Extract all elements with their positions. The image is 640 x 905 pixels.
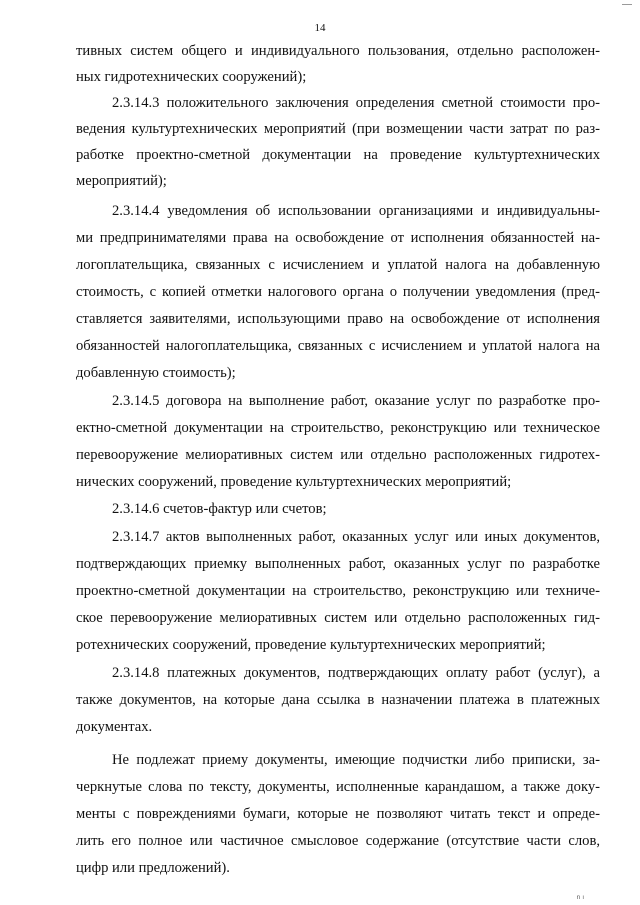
text-line: тивных систем общего и индивидуального пользования, отдельно расположен- bbox=[76, 43, 600, 59]
text-line: нических сооружений, проведение культуртехнических мероприятий; bbox=[76, 474, 512, 490]
text-line: мероприятий); bbox=[76, 173, 167, 189]
paragraph-first-line: 2.3.14.3 положительного заключения определения сметной стоимости про- bbox=[112, 95, 600, 111]
paragraph-first-line: Не подлежат приему документы, имеющие подчистки либо приписки, за- bbox=[112, 752, 600, 768]
text-line: логоплательщика, связанных с исчислением и уплатой налога на добавленную bbox=[76, 257, 600, 273]
paragraph-first-line: 2.3.14.7 актов выполненных работ, оказанных услуг или иных документов, bbox=[112, 529, 600, 545]
scan-footer-mark: n ı bbox=[576, 894, 584, 901]
text-line: ставляется заявителями, использующими право на освобождение от исполнения bbox=[76, 311, 600, 327]
text-line: цифр или предложений). bbox=[76, 860, 230, 876]
text-line: документах. bbox=[76, 719, 153, 735]
text-line: работке проектно-сметной документации на проведение культуртехнических bbox=[76, 147, 600, 163]
text-line: менты с повреждениями бумаги, которые не позволяют читать текст и опреде- bbox=[76, 806, 600, 822]
text-line: обязанностей налогоплательщика, связанных с исчислением и уплатой налога на bbox=[76, 338, 600, 354]
text-line: ми предпринимателями права на освобождение от исполнения обязанностей на- bbox=[76, 230, 600, 246]
text-line: стоимость, с копией отметки налогового органа о получении уведомления (пред- bbox=[76, 284, 600, 300]
text-line: ское перевооружение мелиоративных систем или отдельно расположенных гид- bbox=[76, 610, 600, 626]
text-line: проектно-сметной документации на строительство, реконструкцию или техниче- bbox=[76, 583, 600, 599]
text-line: ротехнических сооружений, проведение культуртехнических мероприятий; bbox=[76, 637, 546, 653]
paragraph-first-line: 2.3.14.4 уведомления об использовании организациями и индивидуальны- bbox=[112, 203, 600, 219]
text-line: также документов, на которые дана ссылка в назначении платежа в платежных bbox=[76, 692, 600, 708]
paragraph-first-line: 2.3.14.5 договора на выполнение работ, оказание услуг по разработке про- bbox=[112, 393, 600, 409]
text-line: перевооружение мелиоративных систем или отдельно расположенных гидротех- bbox=[76, 447, 600, 463]
text-line: добавленную стоимость); bbox=[76, 365, 236, 381]
paragraph-first-line: 2.3.14.6 счетов-фактур или счетов; bbox=[112, 501, 327, 517]
text-line: черкнутые слова по тексту, документы, исполненные карандашом, а также доку- bbox=[76, 779, 600, 795]
text-line: подтверждающих приемку выполненных работ, оказанных услуг по разработке bbox=[76, 556, 600, 572]
page-number: 14 bbox=[314, 22, 326, 34]
text-line: ных гидротехнических сооружений); bbox=[76, 69, 307, 85]
text-line: ектно-сметной документации на строительство, реконструкцию или техническое bbox=[76, 420, 600, 436]
scan-corner-mark bbox=[622, 4, 632, 7]
text-line: ведения культуртехнических мероприятий (при возмещении части затрат по раз- bbox=[76, 121, 600, 137]
paragraph-first-line: 2.3.14.8 платежных документов, подтверждающих оплату работ (услуг), а bbox=[112, 665, 600, 681]
text-line: лить его полное или частичное смысловое содержание (отсутствие части слов, bbox=[76, 833, 600, 849]
